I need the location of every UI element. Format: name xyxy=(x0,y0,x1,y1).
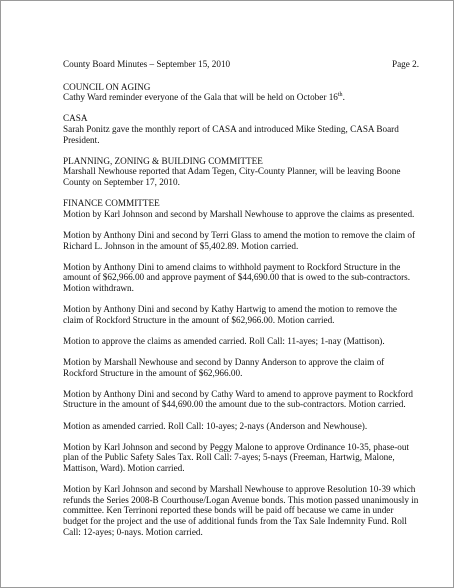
aging-text-main: Cathy Ward reminder everyone of the Gala that will be held on October 16 xyxy=(63,92,338,103)
finance-paragraph: Motion by Anthony Dini and second by Terri Glass to amend the motion to remove the claim of Richard L. Johnson in the amount of $5,402.89. Motion carried. xyxy=(63,229,416,251)
header-page-number: Page 2. xyxy=(391,59,419,69)
aging-text-sup: th xyxy=(337,92,343,99)
finance-paragraph: Motion by Marshall Newhouse and second by Danny Anderson to approve the claim of Rockford Structure in the amount of $62,966.00. xyxy=(63,357,385,378)
section-title-finance: FINANCE COMMITTEE xyxy=(63,198,160,209)
aging-text xyxy=(63,92,419,103)
finance-paragraph: Motion by Karl Johnson and second by Marshall Newhouse to approve the claims as presented. xyxy=(63,208,415,219)
finance-paragraph: Motion as amended carried. Roll Call: 10-ayes; 2-nays (Anderson and Newhouse). xyxy=(63,420,368,431)
finance-paragraph: Motion by Karl Johnson and second by Marshall Newhouse to approve Resolution 10-39 which refunds the Series 2008-B Courthouse/Logan Avenue bonds. This motion passed unanimously in committee. Ken Terrinoni reported these bonds will be paid off because we came in under budget for the project and the use of additional funds from the Tax Sale Indemnity Fund. Roll Call: 12-ayes; 0-nays. Motion carried. xyxy=(63,484,419,537)
finance-paragraph: Motion by Anthony Dini and second by Cathy Ward to amend to approve payment to Rockford Structure in the amount of $44,690.00 the amount due to the sub-contractors. Motion carried. xyxy=(63,388,413,410)
document-page xyxy=(63,59,419,548)
aging-text-end: . xyxy=(342,92,345,103)
section-casa xyxy=(63,113,419,145)
section-finance xyxy=(63,198,419,537)
finance-paragraph: Motion by Anthony Dini and second by Kathy Hartwig to amend the motion to remove the claim of Rockford Structure in the amount of $62,966.00. Motion carried. xyxy=(63,304,398,325)
finance-paragraph: Motion to approve the claims as amended carried. Roll Call: 11-ayes; 1-nay (Mattison). xyxy=(63,335,385,346)
section-title-planning: PLANNING, ZONING & BUILDING COMMITTEE xyxy=(63,155,263,166)
section-title-aging: COUNCIL ON AGING xyxy=(63,81,151,92)
casa-text: Sarah Ponitz gave the monthly report of CASA and introduced Mike Steding, CASA Board President. xyxy=(63,123,399,145)
planning-text: Marshall Newhouse reported that Adam Tegen, City-County Planner, will be leaving Boone County on September 17, 2010. xyxy=(63,166,401,187)
finance-paragraph: Motion by Anthony Dini to amend claims to withhold payment to Rockford Structure in the amount of $62,966.00 and approve payment of $44,690.00 that is owed to the sub-contractors. Motion withdrawn. xyxy=(63,261,411,293)
section-council-on-aging xyxy=(63,82,419,103)
section-planning xyxy=(63,156,419,188)
page-header xyxy=(63,59,419,70)
header-title: County Board Minutes – September 15, 2010 xyxy=(63,59,231,69)
section-title-casa: CASA xyxy=(63,113,88,124)
finance-paragraph: Motion by Karl Johnson and second by Peggy Malone to approve Ordinance 10-35, phase-out plan of the Public Safety Sales Tax. Roll Call: 7-ayes; 5-nays (Freeman, Hartwig, Malone, Mattison, Ward). Motion carried. xyxy=(63,441,409,473)
